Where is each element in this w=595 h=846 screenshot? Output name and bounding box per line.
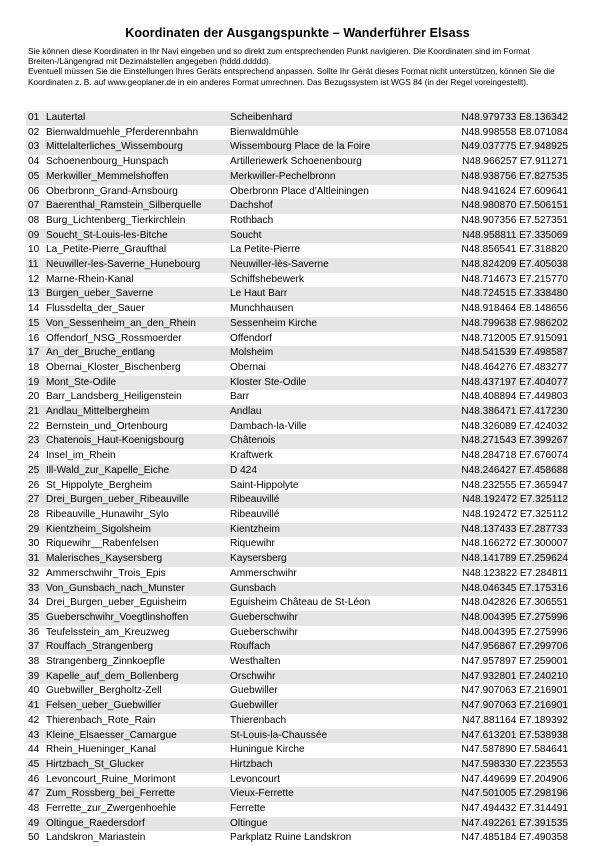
start-place: La Petite-Pierre [228,243,446,258]
start-place: Kaysersberg [228,552,446,567]
start-place: Ribeauvillé [228,493,446,508]
route-id: An_der_Bruche_entlang [44,346,228,361]
row-number: 48 [26,802,44,817]
route-id: Mont_Ste-Odile [44,376,228,391]
row-number: 14 [26,302,44,317]
row-number: 05 [26,170,44,185]
start-place: Ferrette [228,802,446,817]
table-row [26,802,568,817]
row-number: 04 [26,155,44,170]
route-id: Levoncourt_Ruine_Morimont [44,773,228,788]
table-row [26,523,568,538]
start-place: Ammerschwihr [228,567,446,582]
coordinates: N48.464276 E7.483277 [446,361,568,376]
table-row [26,420,568,435]
row-number: 23 [26,434,44,449]
start-place: St-Louis-la-Chaussée [228,729,446,744]
coordinates: N48.232555 E7.365947 [446,479,568,494]
table-row [26,376,568,391]
coordinates: N48.284718 E7.676074 [446,449,568,464]
row-number: 17 [26,346,44,361]
table-row [26,773,568,788]
coordinates: N48.979733 E8.136342 [446,111,568,126]
coordinates: N47.957897 E7.259001 [446,655,568,670]
coordinates: N48.192472 E7.325112 [446,493,568,508]
start-place: Levoncourt [228,773,446,788]
row-number: 03 [26,140,44,155]
table-row [26,699,568,714]
table-row [26,596,568,611]
coordinates: N47.907063 E7.216901 [446,699,568,714]
table-row [26,449,568,464]
table-row [26,405,568,420]
route-id: Strangenberg_Zinnkoepfle [44,655,228,670]
start-place: Parkplatz Ruine Landskron [228,831,446,846]
coordinates: N47.485184 E7.490358 [446,831,568,846]
row-number: 29 [26,523,44,538]
start-place: Le Haut Barr [228,287,446,302]
table-row [26,582,568,597]
table-row [26,831,568,846]
row-number: 37 [26,640,44,655]
route-id: Insel_im_Rhein [44,449,228,464]
row-number: 27 [26,493,44,508]
route-id: Ribeauville_Hunawihr_Sylo [44,508,228,523]
start-place: Obernai [228,361,446,376]
coordinates: N47.598330 E7.223553 [446,758,568,773]
coordinates: N48.941624 E7.609641 [446,185,568,200]
start-place: Soucht [228,229,446,244]
row-number: 24 [26,449,44,464]
coordinates: N48.712005 E7.915091 [446,332,568,347]
start-place: Rothbach [228,214,446,229]
coordinates: N48.408894 E7.449803 [446,390,568,405]
row-number: 01 [26,111,44,126]
row-number: 50 [26,831,44,846]
coordinates: N48.141789 E7.259624 [446,552,568,567]
table-row [26,684,568,699]
route-id: Schoenenbourg_Hunspach [44,155,228,170]
start-place: Andlau [228,405,446,420]
coordinates: N48.724515 E7.338480 [446,287,568,302]
coordinates: N48.004395 E7.275996 [446,611,568,626]
coordinates: N48.918464 E8.148656 [446,302,568,317]
start-place: Westhalten [228,655,446,670]
row-number: 09 [26,229,44,244]
row-number: 45 [26,758,44,773]
row-number: 38 [26,655,44,670]
table-row [26,346,568,361]
coordinates: N48.123822 E7.284811 [446,567,568,582]
table-row [26,817,568,832]
route-id: Felsen_ueber_Guebwiller [44,699,228,714]
table-row [26,287,568,302]
table-row [26,332,568,347]
row-number: 31 [26,552,44,567]
table-row [26,508,568,523]
table-row [26,434,568,449]
route-id: Andlau_Mittelbergheim [44,405,228,420]
row-number: 18 [26,361,44,376]
route-id: Landskron_Mariastein [44,831,228,846]
route-id: La_Petite-Pierre_Graufthal [44,243,228,258]
route-id: Oberbronn_Grand-Arnsbourg [44,185,228,200]
start-place: Bienwaldmühle [228,126,446,141]
coordinates: N48.437197 E7.404077 [446,376,568,391]
coordinates: N48.907356 E7.527351 [446,214,568,229]
route-id: Obernai_Kloster_Bischenberg [44,361,228,376]
route-id: Drei_Burgen_ueber_Eguisheim [44,596,228,611]
coordinates: N48.246427 E7.458688 [446,464,568,479]
coordinates: N48.541539 E7.498587 [446,346,568,361]
row-number: 15 [26,317,44,332]
row-number: 16 [26,332,44,347]
row-number: 10 [26,243,44,258]
route-id: Riquewihr__Rabenfelsen [44,537,228,552]
start-place: Munchhausen [228,302,446,317]
coordinates: N48.042826 E7.306551 [446,596,568,611]
route-id: Marne-Rhein-Kanal [44,273,228,288]
route-id: Flussdelta_der_Sauer [44,302,228,317]
start-place: Sessenheim Kirche [228,317,446,332]
route-id: Burg_Lichtenberg_Tierkirchlein [44,214,228,229]
table-row [26,185,568,200]
table-row [26,611,568,626]
start-place: Huningue Kirche [228,743,446,758]
route-id: Rhein_Hueninger_Kanal [44,743,228,758]
coordinates: N48.326089 E7.424032 [446,420,568,435]
route-id: Guebwiller_Bergholtz-Zell [44,684,228,699]
start-place: Artilleriewerk Schoenenbourg [228,155,446,170]
coordinates: N48.271543 E7.399267 [446,434,568,449]
table-row [26,729,568,744]
row-number: 13 [26,287,44,302]
coordinates: N48.856541 E7.318820 [446,243,568,258]
row-number: 35 [26,611,44,626]
route-id: Bienwaldmuehle_Pferderennbahn [44,126,228,141]
start-place: Ribeauvillé [228,508,446,523]
coordinates: N47.494432 E7.314491 [446,802,568,817]
route-id: Soucht_St-Louis-les-Bitche [44,229,228,244]
table-row [26,155,568,170]
route-id: Ammerschwihr_Trois_Epis [44,567,228,582]
coordinates: N47.956867 E7.299706 [446,640,568,655]
route-id: Ferrette_zur_Zwergenhoehle [44,802,228,817]
coordinates: N47.613201 E7.538938 [446,729,568,744]
start-place: Eguisheim Château de St-Léon [228,596,446,611]
coordinates: N48.137433 E7.287733 [446,523,568,538]
row-number: 07 [26,199,44,214]
route-id: Kientzheim_Sigolsheim [44,523,228,538]
intro-paragraph-2: Eventuell müssen Sie die Einstellungen Ihres Geräts entsprechend anpassen. Sollte Ihr Gerät dieses Format nicht unterstützen, können Sie die Koordinaten z. B. auf www.geoplaner.de in ein anderes Format umrechnen. Das Bezugssystem ist WGS 84 (in der Regel voreingestellt). [28,66,555,87]
start-place: Scheibenhard [228,111,446,126]
route-id: Kleine_Elsaesser_Camargue [44,729,228,744]
coordinates: N48.966257 E7.911271 [446,155,568,170]
start-place: Kraftwerk [228,449,446,464]
start-place: Dachshof [228,199,446,214]
start-place: Riquewihr [228,537,446,552]
start-place: Barr [228,390,446,405]
table-row [26,361,568,376]
table-row [26,273,568,288]
table-row [26,126,568,141]
row-number: 06 [26,185,44,200]
table-row [26,567,568,582]
row-number: 26 [26,479,44,494]
coordinates: N48.166272 E7.300007 [446,537,568,552]
table-row [26,258,568,273]
row-number: 30 [26,537,44,552]
table-row [26,214,568,229]
start-place: Oberbronn Place d'Altleiningen [228,185,446,200]
route-id: Baerenthal_Ramstein_Silberquelle [44,199,228,214]
table-row [26,243,568,258]
table-row [26,111,568,126]
route-id: Zum_Rossberg_bei_Ferrette [44,787,228,802]
coordinates: N48.192472 E7.325112 [446,508,568,523]
coordinates: N48.799638 E7.986202 [446,317,568,332]
page-title: Koordinaten der Ausgangspunkte – Wanderführer Elsass [125,26,470,40]
route-id: Kapelle_auf_dem_Bollenberg [44,670,228,685]
table-row [26,479,568,494]
row-number: 20 [26,390,44,405]
route-id: St_Hippolyte_Bergheim [44,479,228,494]
start-place: Kloster Ste-Odile [228,376,446,391]
route-id: Mittelalterliches_Wissembourg [44,140,228,155]
route-id: Drei_Burgen_ueber_Ribeauville [44,493,228,508]
table-row [26,714,568,729]
start-place: Thierenbach [228,714,446,729]
row-number: 32 [26,567,44,582]
route-id: Neuwiller-les-Saverne_Hunebourg [44,258,228,273]
start-place: Hirtzbach [228,758,446,773]
row-number: 40 [26,684,44,699]
row-number: 22 [26,420,44,435]
coordinates: N48.004395 E7.275996 [446,626,568,641]
row-number: 36 [26,626,44,641]
table-row [26,493,568,508]
coordinates: N47.492261 E7.391535 [446,817,568,832]
table-row [26,317,568,332]
row-number: 44 [26,743,44,758]
intro-text [28,46,568,87]
route-id: Barr_Landsberg_Heiligenstein [44,390,228,405]
start-place: Châtenois [228,434,446,449]
route-id: Chatenois_Haut-Koenigsbourg [44,434,228,449]
route-id: Von_Sessenheim_an_den_Rhein [44,317,228,332]
start-place: Offendorf [228,332,446,347]
start-place: Molsheim [228,346,446,361]
row-number: 11 [26,258,44,273]
route-id: Burgen_ueber_Saverne [44,287,228,302]
start-place: D 424 [228,464,446,479]
table-row [26,229,568,244]
row-number: 08 [26,214,44,229]
row-number: 34 [26,596,44,611]
row-number: 41 [26,699,44,714]
start-place: Gueberschwihr [228,626,446,641]
route-id: Rouffach_Strangenberg [44,640,228,655]
coordinates: N47.449699 E7.204906 [446,773,568,788]
row-number: 28 [26,508,44,523]
start-place: Neuwiller-lès-Saverne [228,258,446,273]
row-number: 49 [26,817,44,832]
start-place: Rouffach [228,640,446,655]
start-place: Orschwihr [228,670,446,685]
route-id: Offendorf_NSG_Rossmoerder [44,332,228,347]
row-number: 19 [26,376,44,391]
row-number: 43 [26,729,44,744]
route-id: Hirtzbach_St_Glucker [44,758,228,773]
table-row [26,743,568,758]
coordinates: N47.587890 E7.584641 [446,743,568,758]
row-number: 12 [26,273,44,288]
start-place: Vieux-Ferrette [228,787,446,802]
table-row [26,626,568,641]
route-id: Teufelsstein_am_Kreuzweg [44,626,228,641]
start-place: Gueberschwihr [228,611,446,626]
row-number: 47 [26,787,44,802]
start-place: Merkwiller-Pechelbronn [228,170,446,185]
route-id: Thierenbach_Rote_Rain [44,714,228,729]
table-row [26,199,568,214]
table-row [26,655,568,670]
route-id: Merkwiller_Memmelshoffen [44,170,228,185]
start-place: Kientzheim [228,523,446,538]
table-row [26,670,568,685]
table-row [26,170,568,185]
coordinates: N48.386471 E7.417230 [446,405,568,420]
table-row [26,758,568,773]
table-row [26,302,568,317]
coordinates: N48.998558 E8.071084 [446,126,568,141]
coordinates: N47.907063 E7.216901 [446,684,568,699]
table-row [26,537,568,552]
row-number: 25 [26,464,44,479]
coordinates: N48.714673 E7.215770 [446,273,568,288]
row-number: 42 [26,714,44,729]
route-id: Bernstein_und_Ortenbourg [44,420,228,435]
coordinates: N48.958811 E7.335069 [446,229,568,244]
start-place: Guebwiller [228,699,446,714]
route-id: Oltingue_Raedersdorf [44,817,228,832]
row-number: 21 [26,405,44,420]
coordinates: N48.046345 E7.175316 [446,582,568,597]
table-row [26,140,568,155]
start-place: Guebwiller [228,684,446,699]
start-place: Wissembourg Place de la Foire [228,140,446,155]
coordinates-table [26,111,568,846]
table-row [26,464,568,479]
row-number: 02 [26,126,44,141]
coordinates: N48.938756 E7.827535 [446,170,568,185]
route-id: Lautertal [44,111,228,126]
coordinates: N49.037775 E7.948925 [446,140,568,155]
table-row [26,787,568,802]
route-id: Gueberschwihr_Voegtlinshoffen [44,611,228,626]
coordinates-table-body [26,111,568,846]
start-place: Saint-Hippolyte [228,479,446,494]
row-number: 46 [26,773,44,788]
start-place: Gunsbach [228,582,446,597]
route-id: Von_Gunsbach_nach_Munster [44,582,228,597]
intro-paragraph-1: Sie können diese Koordinaten in Ihr Navi eingeben und so direkt zum entsprechenden Punkt navigieren. Die Koordinaten sind im Format Breiten-/Längengrad mit Dezimalstellen angegeben (hddd.ddddd). [28,46,530,67]
row-number: 39 [26,670,44,685]
table-row [26,640,568,655]
coordinates: N47.932801 E7.240210 [446,670,568,685]
coordinates: N47.501005 E7.298196 [446,787,568,802]
row-number: 33 [26,582,44,597]
coordinates: N47.881164 E7.189392 [446,714,568,729]
table-row [26,552,568,567]
route-id: Ill-Wald_zur_Kapelle_Eiche [44,464,228,479]
start-place: Oltingue [228,817,446,832]
start-place: Dambach-la-Ville [228,420,446,435]
start-place: Schiffshebewerk [228,273,446,288]
coordinates: N48.980870 E7.506151 [446,199,568,214]
coordinates: N48.824209 E7.405038 [446,258,568,273]
table-row [26,390,568,405]
route-id: Malerisches_Kaysersberg [44,552,228,567]
